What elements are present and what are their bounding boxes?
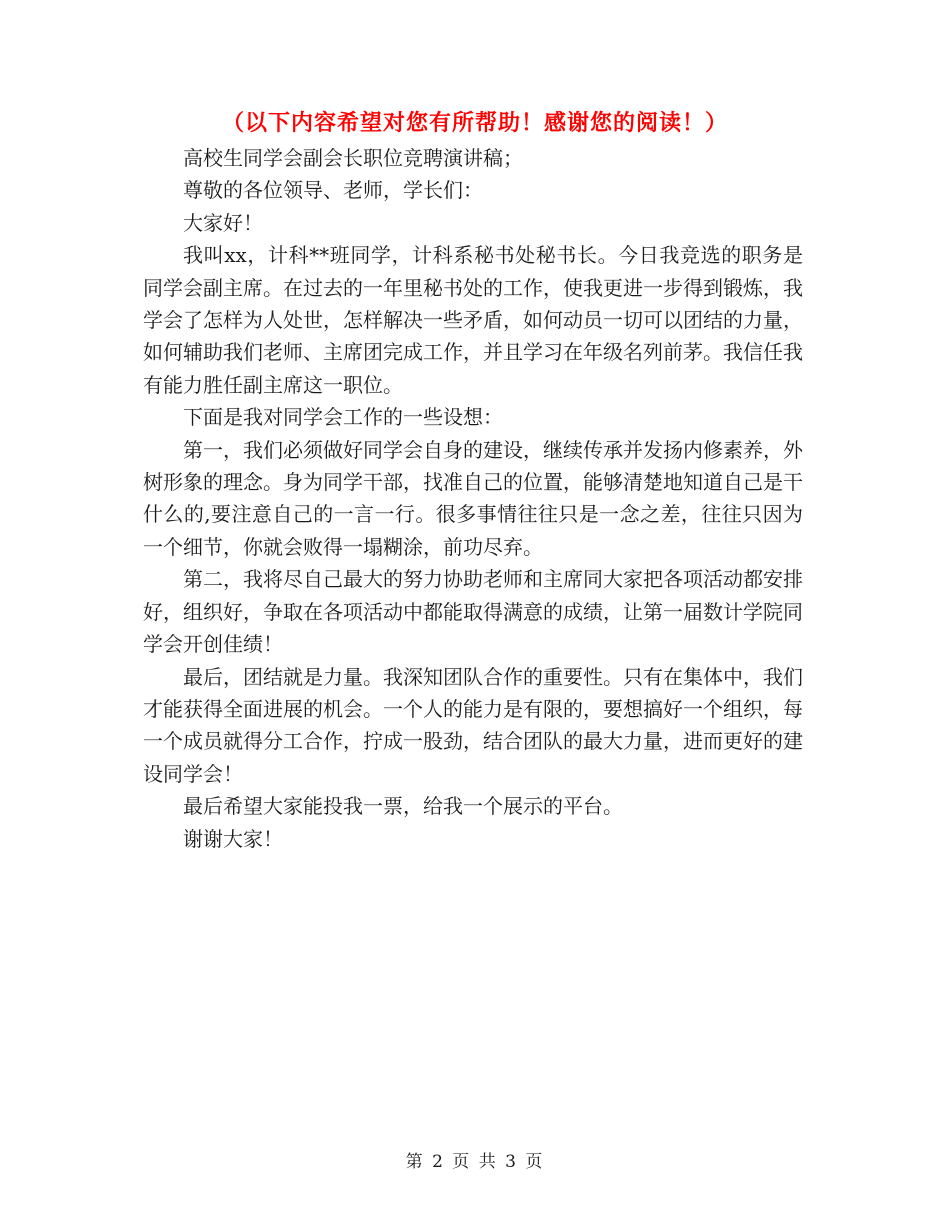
page-number-footer: 第 2 页 共 3 页 [405,1152,545,1172]
paragraph-introduction: 我叫xx，计科**班同学，计科系秘书处秘书长。今日我竞选的职务是同学会副主席。在过去的一年里秘书处的工作，使我更进一步得到锻炼，我学会了怎样为人处世，怎样解决一些矛盾，如何动员一切可以团结的力量，如何辅助我们老师、主席团完成工作，并且学习在年级名列前茅。我信任我有能力胜任副主席这一职位。 [143,243,803,397]
paragraph-second-point: 第二，我将尽自己最大的努力协助老师和主席同大家把各项活动都安排好，组织好，争取在各项活动中都能取得满意的成绩，让第一届数计学院同学会开创佳绩！ [143,567,803,657]
paragraph-thanks: 谢谢大家！ [183,826,283,851]
banner-notice: （以下内容希望对您有所帮助！感谢您的阅读！） [221,111,728,136]
paragraph-teamwork: 最后，团结就是力量。我深知团队合作的重要性。只有在集体中，我们才能获得全面进展的机会。一个人的能力是有限的，要想搞好一个组织，每一个成员就得分工合作，拧成一股劲，结合团队的最大力量，进而更好的建设同学会！ [143,664,803,786]
paragraph-closing-request: 最后希望大家能投我一票，给我一个展示的平台。 [183,794,623,819]
paragraph-plan-intro: 下面是我对同学会工作的一些设想： [183,405,503,430]
salutation: 尊敬的各位领导、老师，学长们： [183,178,483,203]
document-title: 高校生同学会副会长职位竞聘演讲稿； [183,146,523,170]
greeting: 大家好！ [183,210,263,235]
document-body [143,142,803,855]
paragraph-first-point: 第一，我们必须做好同学会自身的建设，继续传承并发扬内修素养，外树形象的理念。身为同学干部，找准自己的位置，能够清楚地知道自己是干什么的,要注意自己的一言一行。很多事情往往只是一念之差，往往只因为一个细节，你就会败得一塌糊涂，前功尽弃。 [143,437,803,559]
